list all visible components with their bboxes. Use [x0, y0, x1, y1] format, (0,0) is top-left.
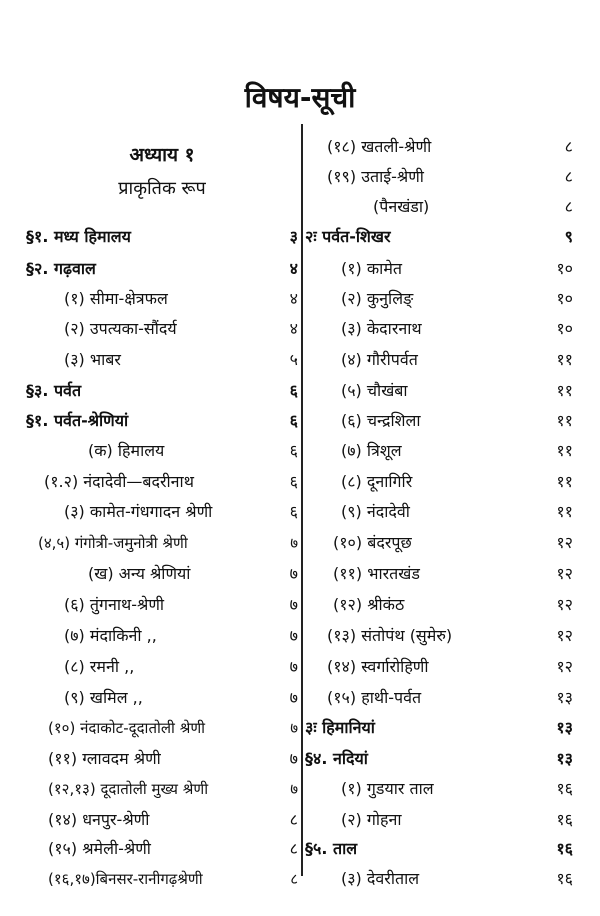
toc-entry: [305, 772, 573, 806]
toc-entry-title: ३ः हिमानियां: [305, 718, 375, 737]
toc-entry-page: ८: [564, 167, 573, 186]
toc-entry: [26, 619, 298, 653]
toc-entry-page: ८: [289, 810, 298, 829]
toc-entry-title: §१. मध्य हिमालय: [26, 227, 131, 246]
toc-entry-title: (७) मंदाकिनी ,,: [64, 626, 157, 645]
toc-entry-page: १६: [556, 779, 573, 798]
toc-entry-page: १६: [556, 839, 573, 858]
toc-entry-title: (२) कुनुलिङ्: [341, 289, 414, 308]
toc-entry-title: (१) सीमा-क्षेत्रफल: [64, 289, 168, 308]
toc-entry-page: १२: [556, 564, 573, 583]
toc-entry: [26, 343, 298, 377]
toc-entry-page: १३: [556, 749, 573, 768]
toc-entry-title: (१) गुडयार ताल: [341, 779, 434, 798]
page-title: विषय-सूची: [244, 81, 356, 114]
toc-entry: [305, 588, 573, 622]
toc-entry-title: (८) रमनी ,,: [64, 657, 135, 676]
toc-entry-title: (७) त्रिशूल: [341, 441, 402, 460]
toc-entry-page: ८: [290, 870, 298, 888]
toc-entry-title: §४. नदियां: [305, 749, 368, 768]
toc-entry-page: ६: [289, 502, 298, 521]
toc-entry: [26, 220, 298, 254]
toc-entry: [305, 681, 573, 715]
toc-entry: [305, 434, 573, 468]
toc-entry: [26, 557, 298, 591]
toc-entry: [26, 742, 298, 776]
toc-entry: [26, 526, 298, 560]
toc-entry-title: (१) कामेत: [341, 259, 403, 278]
toc-entry: [26, 172, 298, 206]
toc-entry: [305, 495, 573, 529]
toc-entry: [26, 312, 298, 346]
toc-entry-title: (१०) नंदाकोट-दूदातोली श्रेणी: [48, 719, 206, 737]
toc-entry-page: १६: [556, 869, 573, 888]
toc-entry-page: १६: [556, 810, 573, 829]
toc-entry-page: ७: [290, 719, 298, 737]
toc-entry: [305, 130, 573, 164]
toc-entry: [305, 862, 573, 896]
toc-entry: [305, 465, 573, 499]
toc-entry-title: §३. पर्वत: [26, 381, 82, 400]
toc-entry-page: ४: [289, 319, 298, 338]
toc-entry: [305, 832, 573, 866]
toc-entry-page: ७: [289, 595, 298, 614]
toc-entry-page: ६: [289, 441, 298, 460]
toc-entry-title: (११) भारतखंड: [333, 564, 420, 583]
toc-entry-title: (४) गौरीपर्वत: [341, 350, 418, 369]
toc-entry-title: (३) भाबर: [64, 350, 121, 369]
toc-entry-page: ११: [556, 381, 573, 400]
toc-entry-page: ११: [556, 502, 573, 521]
toc-entry-title: (क) हिमालय: [88, 441, 165, 460]
toc-entry-page: ११: [556, 472, 573, 491]
toc-entry: [26, 374, 298, 408]
toc-entry-page: ६: [289, 472, 298, 491]
toc-entry: [305, 374, 573, 408]
toc-entry-title: (३) केदारनाथ: [341, 319, 422, 338]
toc-entry-title: प्राकृतिक रूप: [118, 178, 206, 199]
toc-entry: [26, 404, 298, 438]
toc-entry: [305, 190, 573, 224]
toc-entry-title: (३) देवरीताल: [341, 869, 420, 888]
toc-entry-page: ७: [289, 657, 298, 676]
toc-entry: [305, 711, 573, 745]
toc-entry: [305, 343, 573, 377]
toc-entry: [26, 650, 298, 684]
toc-entry-title: (१४) स्वर्गारोहिणी: [327, 657, 429, 676]
toc-entry-page: ७: [289, 626, 298, 645]
toc-entry-title: (१५) श्रमेली-श्रेणी: [48, 839, 151, 858]
toc-entry: [26, 588, 298, 622]
toc-entry-page: ८: [289, 839, 298, 858]
toc-entry-page: ११: [556, 411, 573, 430]
toc-entry: [305, 160, 573, 194]
toc-entry-title: (११) ग्लावदम श्रेणी: [48, 749, 161, 768]
toc-entry-page: ७: [290, 534, 298, 552]
toc-entry-title: (५) चौखंबा: [341, 381, 408, 400]
toc-entry: [305, 220, 573, 254]
toc-entry-title: (१५) हाथी-पर्वत: [327, 688, 422, 707]
toc-entry-title: (१.२) नंदादेवी—बदरीनाथ: [44, 472, 194, 491]
toc-entry-title: (२) उपत्यका-सौंदर्य: [64, 319, 177, 338]
toc-entry: [26, 495, 298, 529]
toc-entry: [305, 742, 573, 776]
toc-entry-page: १०: [556, 319, 573, 338]
toc-entry: [305, 557, 573, 591]
toc-entry-page: ११: [556, 441, 573, 460]
toc-entry: [26, 282, 298, 316]
toc-entry-page: १२: [556, 657, 573, 676]
toc-entry-title: §२. गढ़वाल: [26, 259, 96, 278]
toc-entry: [305, 404, 573, 438]
toc-entry-title: (पैनखंडा): [373, 197, 430, 216]
toc-entry-title: (१२) श्रीकंठ: [333, 595, 405, 614]
toc-entry: [305, 252, 573, 286]
toc-entry-title: (१२,१३) दूदातोली मुख्य श्रेणी: [48, 780, 209, 798]
toc-entry-page: ४: [289, 289, 298, 308]
toc-entry-page: ७: [289, 688, 298, 707]
toc-entry-title: (६) चन्द्रशिला: [341, 411, 421, 430]
toc-entry: [26, 434, 298, 468]
toc-entry-page: १२: [556, 595, 573, 614]
toc-entry: [26, 862, 298, 896]
toc-entry-page: ७: [290, 780, 298, 798]
toc-entry-title: (ख) अन्य श्रेणियां: [88, 564, 191, 583]
toc-entry-page: ७: [289, 749, 298, 768]
toc-entry-page: ५: [289, 350, 298, 369]
toc-entry: [26, 465, 298, 499]
toc-entry-title: अध्याय १: [129, 144, 195, 166]
toc-entry-title: (१३) संतोपंथ (सुमेरु): [327, 626, 453, 645]
toc-entry-title: §५. ताल: [305, 839, 358, 858]
toc-entry: [26, 681, 298, 715]
toc-entry-title: (३) कामेत-गंधगादन श्रेणी: [64, 502, 213, 521]
toc-entry-title: §१. पर्वत-श्रेणियां: [26, 411, 129, 430]
toc-entry-title: (९) खमिल ,,: [64, 688, 143, 707]
toc-entry: [26, 138, 298, 172]
toc-entry: [305, 650, 573, 684]
toc-entry-page: १०: [556, 289, 573, 308]
toc-entry-title: (१८) खतली-श्रेणी: [327, 137, 432, 156]
toc-entry: [305, 526, 573, 560]
toc-entry-page: १२: [556, 533, 573, 552]
toc-entry-page: ४: [289, 259, 298, 278]
toc-entry-title: (६) तुंगनाथ-श्रेणी: [64, 595, 165, 614]
toc-entry-title: (१६,१७)बिनसर-रानीगढ़श्रेणी: [48, 870, 203, 888]
toc-entry-page: ६: [289, 411, 298, 430]
toc-entry-title: (८) दूनागिरि: [341, 472, 413, 491]
toc-entry-page: ८: [564, 137, 573, 156]
toc-entry-page: १३: [556, 718, 573, 737]
toc-entry-page: ७: [289, 564, 298, 583]
toc-entry-page: ३: [289, 227, 298, 246]
toc-entry: [26, 832, 298, 866]
toc-entry-title: (४,५) गंगोत्री-जमुनोत्री श्रेणी: [38, 534, 188, 552]
toc-entry-title: २ः पर्वत-शिखर: [305, 227, 391, 246]
toc-entry: [305, 312, 573, 346]
toc-entry-title: (१४) धनपुर-श्रेणी: [48, 810, 150, 829]
toc-entry: [305, 619, 573, 653]
toc-entry-page: १२: [556, 626, 573, 645]
toc-entry-title: (९) नंदादेवी: [341, 502, 410, 521]
toc-entry-title: (२) गोहना: [341, 810, 402, 829]
toc-entry-page: ११: [556, 350, 573, 369]
toc-entry-page: १०: [556, 259, 573, 278]
toc-entry-page: ९: [564, 227, 573, 246]
toc-entry-page: १३: [556, 688, 573, 707]
toc-entry: [26, 252, 298, 286]
toc-entry-title: (१०) बंदरपूछ: [333, 533, 412, 552]
toc-entry: [305, 282, 573, 316]
toc-entry: [26, 772, 298, 806]
toc-entry-page: ८: [564, 197, 573, 216]
toc-entry-title: (१९) उताई-श्रेणी: [327, 167, 424, 186]
toc-entry: [26, 711, 298, 745]
toc-entry-page: ६: [289, 381, 298, 400]
column-divider: [301, 124, 303, 876]
